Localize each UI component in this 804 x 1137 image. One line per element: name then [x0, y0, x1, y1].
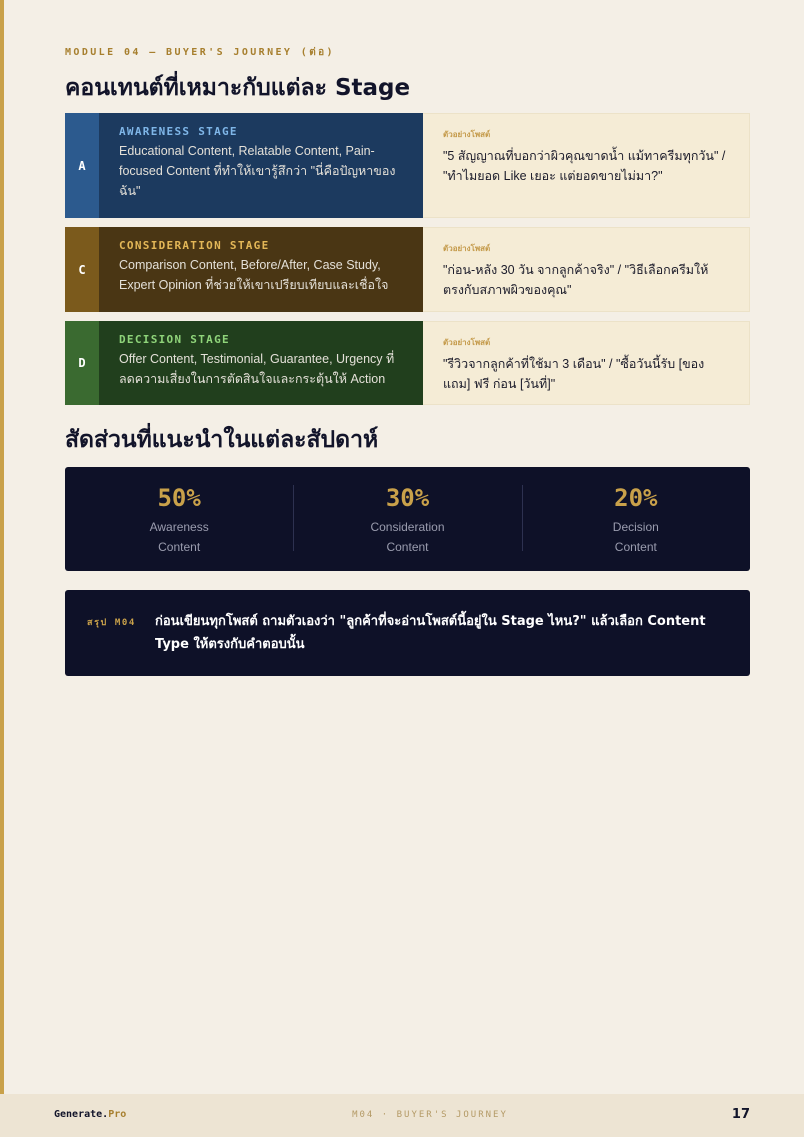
summary-box — [65, 590, 750, 676]
brand-accent: Pro — [108, 1109, 127, 1120]
stage-example — [423, 227, 750, 312]
example-text: "5 สัญญาณที่บอกว่าผิวคุณขาดน้ำ แม้ทาครีมทุกวัน" / "ทำไมยอด Like เยอะ แต่ยอดขายไม่มา?" — [443, 149, 726, 183]
ratio-percent: 20% — [614, 484, 658, 512]
ratio-decision — [522, 467, 750, 571]
page-title: คอนเทนต์ที่เหมาะกับแต่ละ Stage — [65, 75, 411, 101]
summary-text: ก่อนเขียนทุกโพสต์ ถามตัวเองว่า "ลูกค้าที่จะอ่านโพสต์นี้อยู่ใน Stage ไหน?" แล้วเลือก Content Type ให้ตรงกับคำตอบนั้น — [155, 614, 706, 652]
ratio-label: Decision Content — [612, 520, 659, 554]
example-label: ตัวอย่างโพสต์ — [443, 244, 491, 253]
footer-section-label: M04 · BUYER'S JOURNEY — [352, 1110, 508, 1120]
stage-main — [99, 321, 423, 405]
example-label: ตัวอย่างโพสต์ — [443, 130, 491, 139]
summary-tag: สรุป M04 — [87, 618, 136, 628]
left-accent-bar — [0, 0, 4, 1094]
stage-description: Educational Content, Relatable Content, Pain-focused Content ที่ทำให้เขารู้สึกว่า "นี่คือปัญหาของฉัน" — [119, 144, 396, 198]
ratio-panel — [65, 467, 750, 571]
module-label: MODULE 04 — BUYER'S JOURNEY (ต่อ) — [65, 47, 335, 58]
ratio-awareness — [65, 467, 293, 571]
stage-main — [99, 227, 423, 312]
ratio-section-title: สัดส่วนที่แนะนำในแต่ละสัปดาห์ — [65, 427, 379, 453]
example-text: "ก่อน-หลัง 30 วัน จากลูกค้าจริง" / "วิธีเลือกครีมให้ตรงกับสภาพผิวของคุณ" — [443, 263, 709, 297]
example-text: "รีวิวจากลูกค้าที่ใช้มา 3 เดือน" / "ซื้อวันนี้รับ [ของแถม] ฟรี ก่อน [วันที่]" — [443, 357, 705, 391]
stage-row-decision — [65, 321, 750, 405]
stage-row-consideration — [65, 227, 750, 312]
stage-example — [423, 321, 750, 405]
ratio-label: Awareness Content — [149, 520, 209, 554]
brand-main: Generate. — [54, 1109, 109, 1120]
ratio-percent: 30% — [385, 484, 430, 512]
stage-letter: C — [65, 227, 99, 312]
page-footer — [0, 1094, 804, 1137]
ratio-consideration — [293, 467, 521, 571]
stage-name: AWARENESS STAGE — [119, 125, 238, 138]
stage-description: Offer Content, Testimonial, Guarantee, Urgency ที่ลดความเสี่ยงในการตัดสินใจและกระตุ้นให้ Action — [119, 352, 395, 386]
stage-letter: D — [65, 321, 99, 405]
ratio-percent: 50% — [157, 484, 201, 512]
stage-name: DECISION STAGE — [119, 333, 230, 346]
stage-letter: A — [65, 113, 99, 218]
stage-name: CONSIDERATION STAGE — [119, 239, 270, 252]
example-label: ตัวอย่างโพสต์ — [443, 338, 491, 347]
stage-row-awareness — [65, 113, 750, 218]
stage-description: Comparison Content, Before/After, Case Study, Expert Opinion ที่ช่วยให้เขาเปรียบเทียบและเชื่อใจ — [119, 258, 389, 292]
page-number: 17 — [731, 1107, 750, 1122]
stage-example — [423, 113, 750, 218]
ratio-label: Consideration Content — [370, 520, 445, 554]
stage-main — [99, 113, 423, 218]
